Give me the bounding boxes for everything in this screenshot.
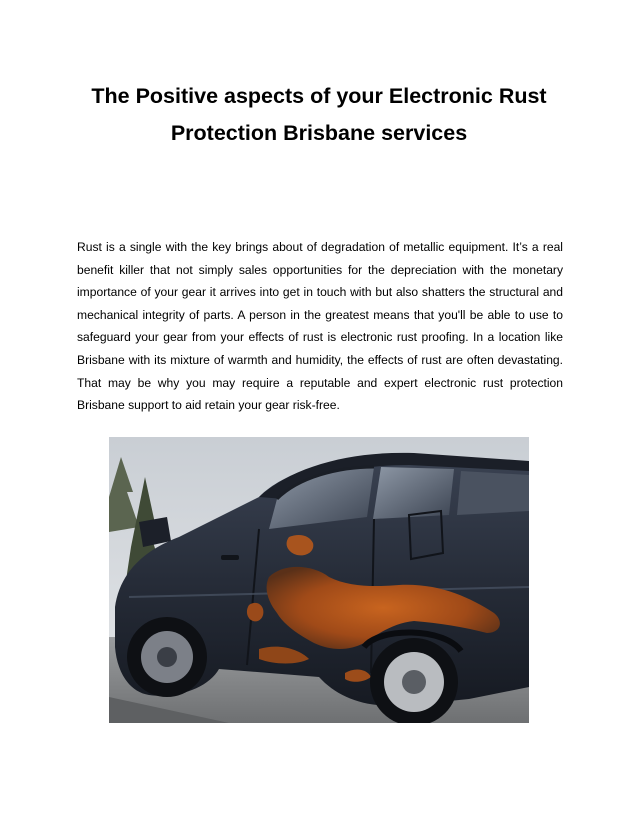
page-title: The Positive aspects of your Electronic Rust Protection Brisbane services <box>91 84 547 145</box>
rusted-car-photo <box>109 437 529 723</box>
body-paragraph: Rust is a single with the key brings about of degradation of metallic equipment. It’s a real benefit killer that not simply sales opportunities for the depreciation with the monetary importance of your gear it arrives into get in touch with but also shatters the structural and mechanical integrity of parts. A person in the greatest means that you'll be able to use to safeguard your gear from your effects of rust is electronic rust proofing. In a location like Brisbane with its mixture of warmth and humidity, the effects of rust are often devastating. That may be why you may require a reputable and expert electronic rust protection Brisbane support to aid retain your gear risk-free. <box>77 240 563 413</box>
rusted-car-illustration <box>109 437 529 723</box>
